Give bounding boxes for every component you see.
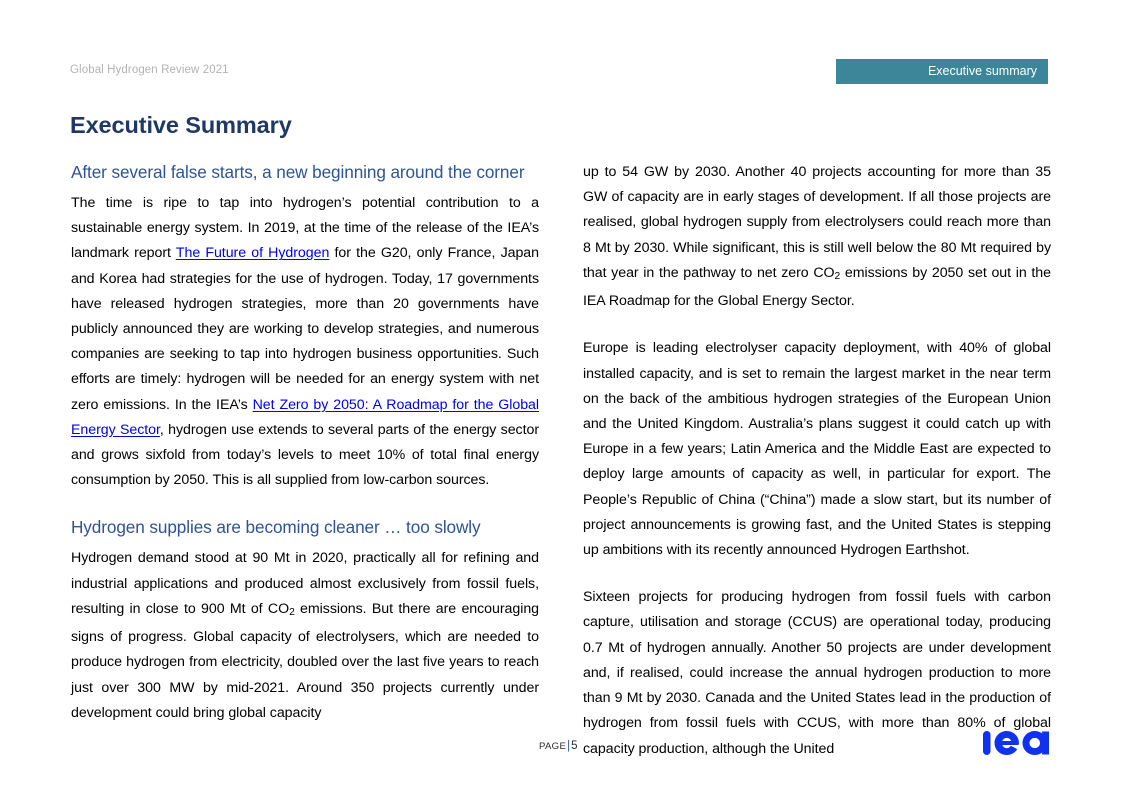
footer-page-separator: | [567, 740, 571, 752]
paragraph: Hydrogen demand stood at 90 Mt in 2020, practically all for refining and industrial applications and produced almost exclusively from fossil fuels, resulting in close to 900 Mt of $CO_2$ emissions. But there are encouraging signs of progress. Global capacity of electrolysers, which are needed to produce hydrogen from electricity, doubled over the last five years to reach just over 300 MW by mid-2021. Around 350 projects currently under development could bring global capacity [71, 550, 540, 721]
document-hyperlink[interactable]: The Future of Hydrogen [175, 245, 330, 262]
paragraph: up to 54 GW by 2030. Another 40 projects accounting for more than 35 GW of capacity are in early stages of development. If all those projects are realised, global hydrogen supply from electrolysers could reach more than 8 Mt by 2030. While significant, this is still well below the 80 Mt required by that year in the pathway to net zero $CO_2$ emissions by 2050 set out in the IEA Roadmap for the Global Energy Sector. [583, 164, 1051, 310]
footer-page-value: 5 [571, 740, 578, 752]
section-heading-2: Hydrogen supplies are becoming cleaner … too slowly [71, 517, 481, 538]
running-head: Global Hydrogen Review 2021 [70, 64, 229, 76]
section-heading-1: After several false starts, a new beginning around the corner [71, 162, 525, 182]
iea-logo [982, 726, 1050, 760]
subscript: 2 [289, 607, 295, 619]
footer-page-label: PAGE [539, 741, 567, 752]
document-hyperlink[interactable]: Net Zero by 2050: A Roadmap for the Global Energy Sector [71, 396, 539, 438]
paragraph: The time is ripe to tap into hydrogen’s potential contribution to a sustainable energy system. In 2019, at the time of the release of the IEA’s landmark report The Future of Hydrogen for the G20, only France, Japan and Korea had strategies for the use of hydrogen. Today, 17 governments have released hydrogen strategies, more than 20 governments have publicly announced they are working to develop strategies, and numerous companies are seeking to tap into hydrogen business opportunities. Such efforts are timely: hydrogen will be needed for an energy system with net zero emissions. In the IEA’s Net Zero by 2050: A Roadmap for the Global Energy Sector, hydrogen use extends to several parts of the energy sector and grows sixfold from today’s levels to meet 10% of total final energy consumption by 2050. This is all supplied from low-carbon sources. [71, 195, 540, 489]
subscript: 2 [834, 271, 841, 283]
section-tab-banner [836, 59, 1048, 84]
right-column [583, 160, 1051, 762]
left-column [71, 160, 539, 726]
paragraph: Europe is leading electrolyser capacity deployment, with 40% of global installed capacity, and is set to remain the largest market in the near term on the back of the ambitious hydrogen strategies of the European Union and the United Kingdom. Australia’s plans suggest it could catch up with Europe in a few years; Latin America and the Middle East are expected to deploy large amounts of capacity as well, in particular for export. The People’s Republic of China (“China”) made a slow start, but its number of project announcements is growing fast, and the United States is stepping up ambitions with its recently announced Hydrogen Earthshot. [583, 340, 1051, 559]
paragraph: Sixteen projects for producing hydrogen from fossil fuels with carbon capture, utilisation and storage (CCUS) are operational today, producing 0.7 Mt of hydrogen annually. Another 50 projects are under development and, if realised, could increase the annual hydrogen production to more than 9 Mt by 2030. Canada and the United States lead in the production of hydrogen from fossil fuels with CCUS, with more than 80% of global capacity production, although the United [583, 589, 1051, 757]
section-tab-label: Executive summary [927, 64, 1037, 78]
footer-page-number [539, 740, 578, 752]
page-title: Executive Summary [70, 112, 292, 138]
